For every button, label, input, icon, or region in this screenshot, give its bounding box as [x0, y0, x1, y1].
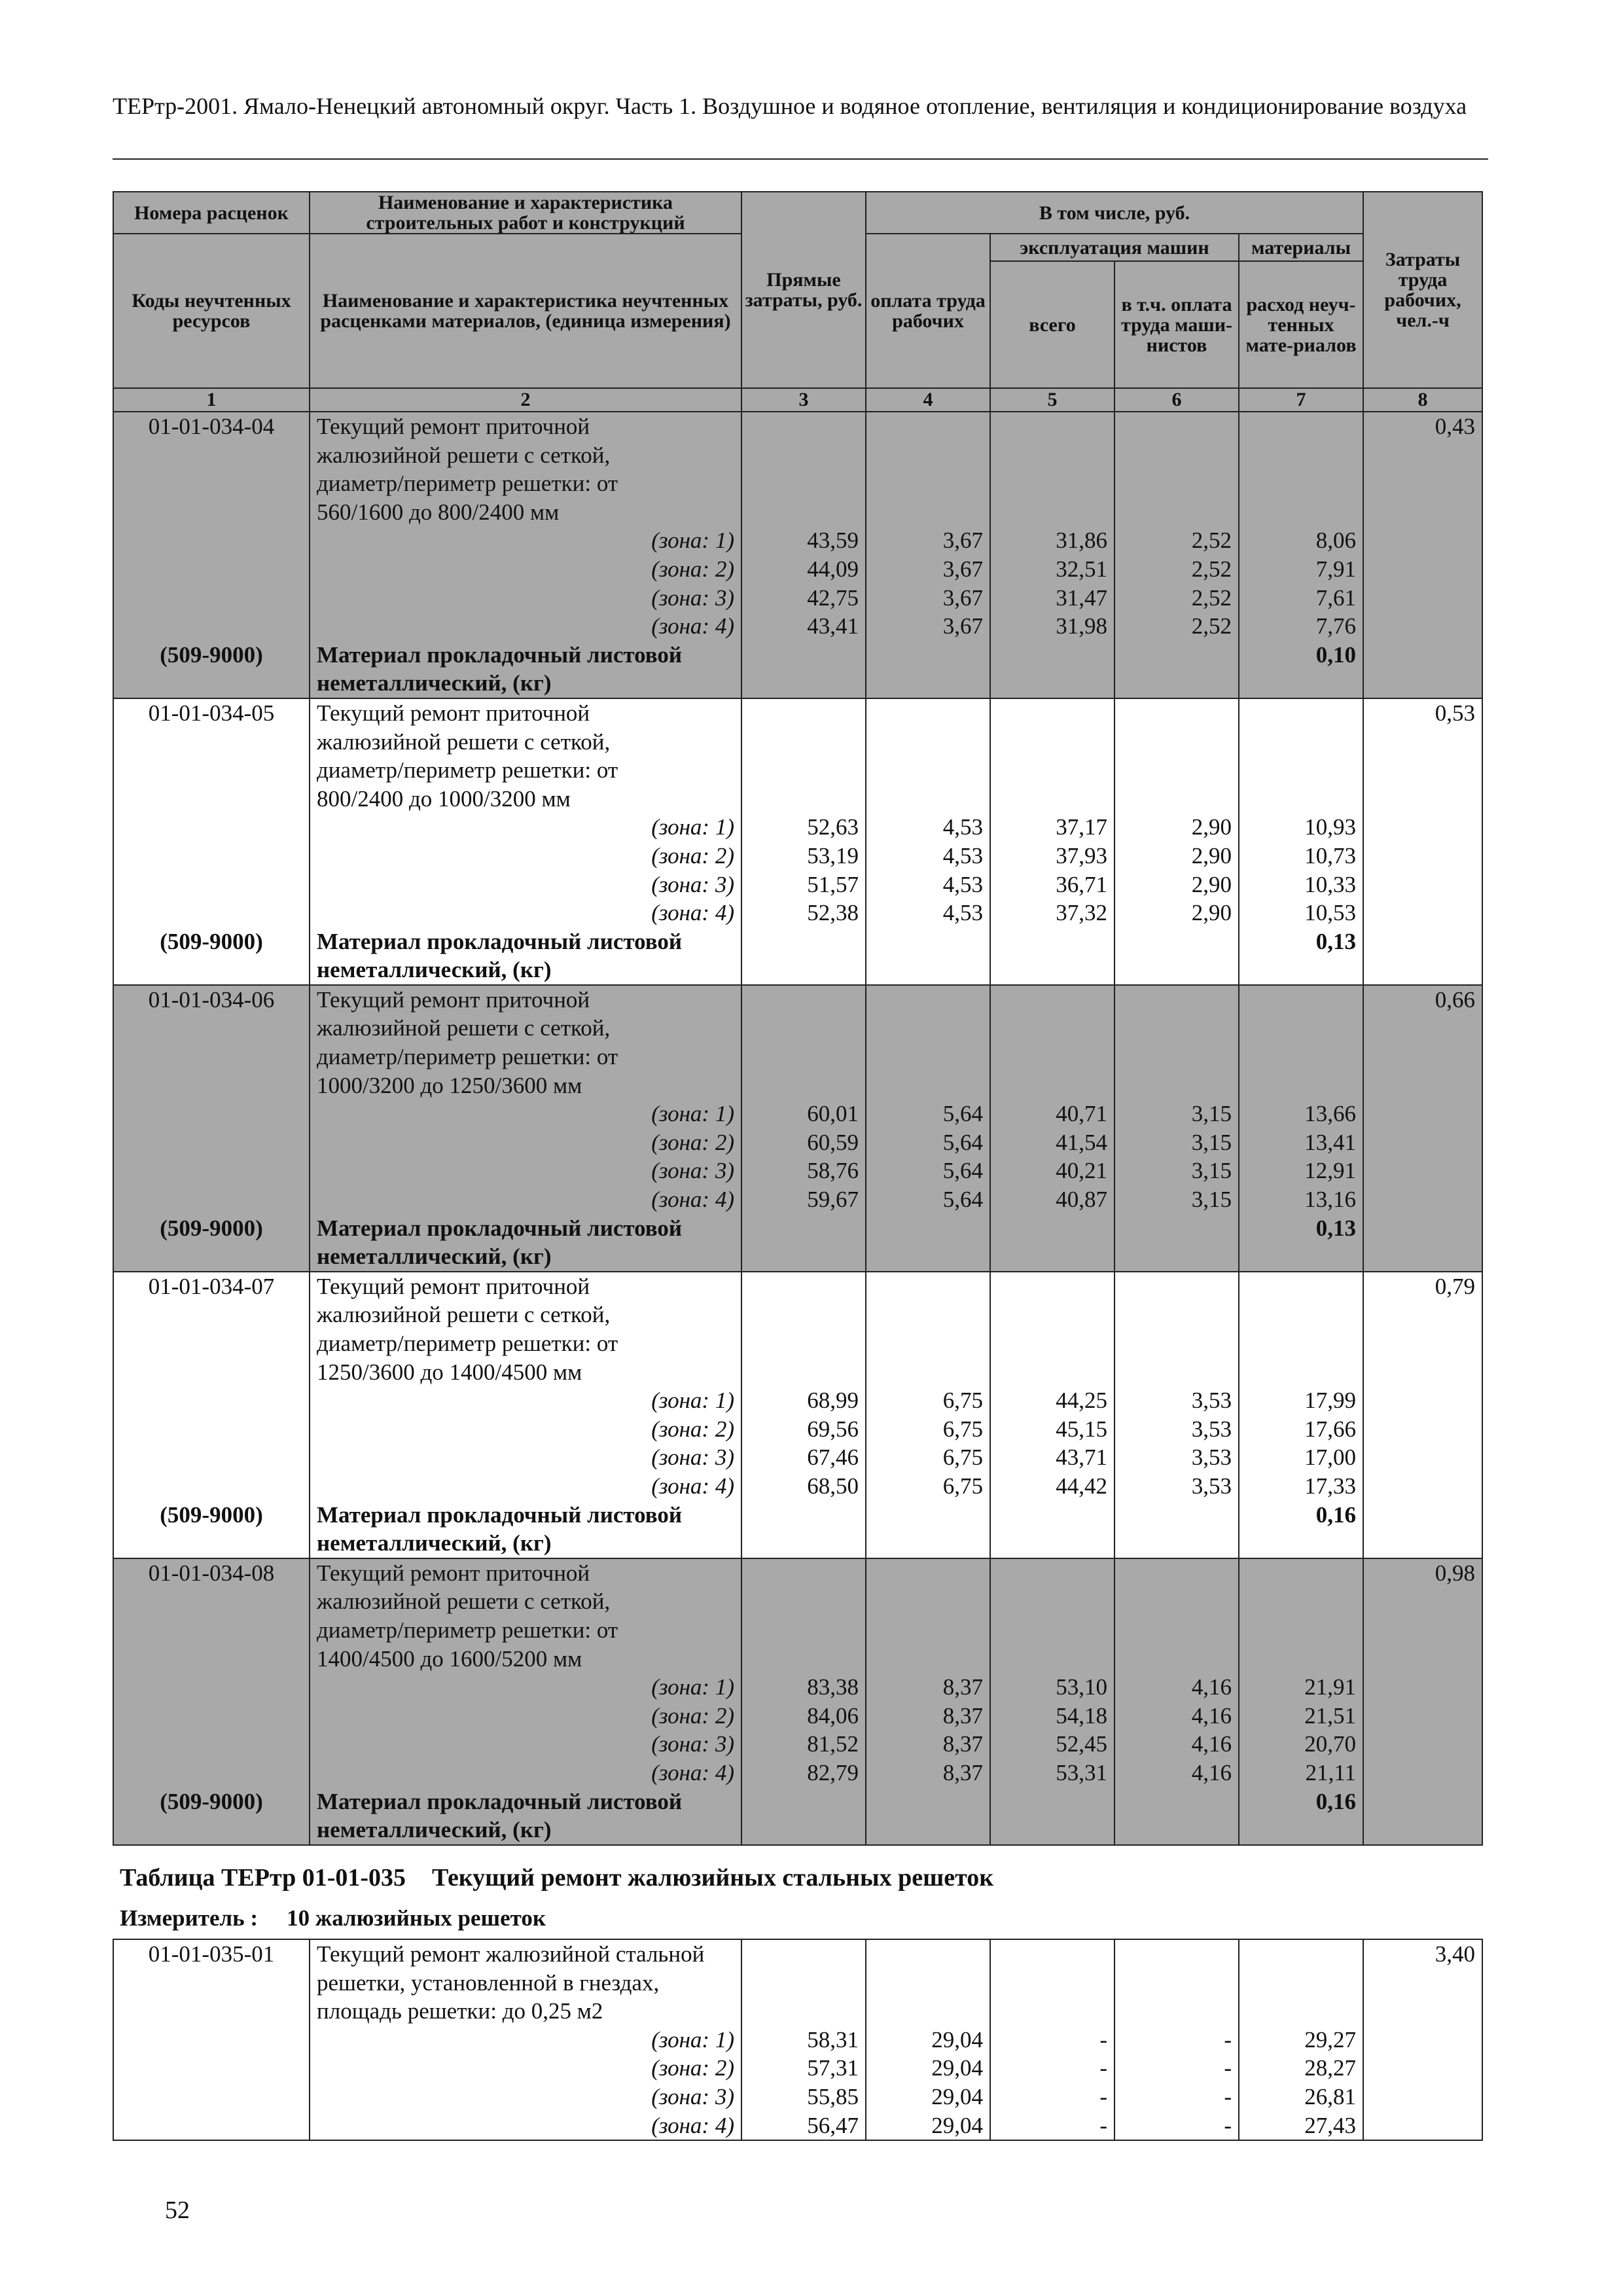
value-direct: 81,52: [807, 1731, 859, 1757]
value-direct: 69,56: [807, 1416, 859, 1442]
cell-wage: [866, 1272, 990, 1558]
zone-label: (зона: 1): [651, 2026, 734, 2053]
value-wage: 8,37: [942, 1759, 983, 1785]
value-mach-wage: -: [1224, 2055, 1232, 2081]
col-number: 4: [866, 388, 990, 412]
zone-label: (зона: 2): [651, 842, 734, 869]
zone-label: (зона: 1): [651, 528, 734, 554]
cell-labor: [1363, 1558, 1482, 1845]
rate-code: 01-01-034-05: [148, 700, 275, 726]
value-mach-wage: 3,53: [1191, 1444, 1232, 1471]
value-direct: 60,01: [807, 1101, 859, 1127]
rate-description-line: 1400/4500 до 1600/5200 мм: [317, 1645, 582, 1672]
col-number: 8: [1363, 388, 1482, 412]
col-codes-header: Номера расценок: [113, 192, 310, 234]
rate-description-line: жалюзийной решети с сеткой,: [317, 1015, 611, 1041]
cell-mach-wage: [1115, 1558, 1239, 1845]
rate-code-cell: [113, 1272, 310, 1558]
cell-materials: [1239, 1939, 1363, 2140]
value-materials: 17,99: [1304, 1388, 1357, 1414]
value-direct: 68,99: [807, 1388, 859, 1414]
value-materials: 7,91: [1315, 556, 1357, 582]
rate-description-line: 1250/3600 до 1400/4500 мм: [317, 1359, 582, 1385]
value-machines: -: [1099, 2055, 1107, 2081]
zone-label: (зона: 3): [651, 1444, 734, 1471]
value-wage: 8,37: [942, 1702, 983, 1729]
value-mach-wage: 3,53: [1191, 1388, 1232, 1414]
value-direct: 51,57: [807, 871, 859, 897]
resource-name: неметаллический, (кг): [317, 1817, 552, 1843]
value-machines: 40,21: [1056, 1158, 1107, 1184]
cell-machines: [990, 412, 1115, 698]
col-mach-wage-header: в т.ч. оплата труда маши-нистов: [1115, 261, 1239, 388]
zone-label: (зона: 4): [651, 1759, 734, 1785]
value-machines: 37,93: [1056, 842, 1107, 869]
cell-labor: [1363, 1939, 1482, 2140]
running-header: ТЕРтр-2001. Ямало-Ненецкий автономный округ. Часть 1. Воздушное и водяное отопление, вентиляция и кондиционирование воздуха: [113, 93, 1467, 119]
value-machines: 53,31: [1056, 1759, 1107, 1785]
col-number: 5: [990, 388, 1115, 412]
value-materials: 8,06: [1315, 528, 1357, 554]
value-direct: 43,59: [807, 528, 859, 554]
cell-direct: [741, 1558, 866, 1845]
rate-description-line: жалюзийной решети с сеткой,: [317, 1302, 611, 1328]
value-machines: -: [1099, 2112, 1107, 2138]
cell-mach-wage: [1115, 1939, 1239, 2140]
measure-label: Измеритель :: [120, 1905, 259, 1931]
rates-table-body: [113, 412, 1482, 1845]
rates-table: [113, 191, 1483, 1846]
rate-row: [113, 985, 1482, 1272]
col-total-header: всего: [990, 261, 1115, 388]
value-machines: 37,17: [1056, 814, 1107, 840]
value-wage: 6,75: [942, 1416, 983, 1442]
rate-code-cell: [113, 698, 310, 985]
zone-label: (зона: 2): [651, 1702, 734, 1729]
rate-row: [113, 412, 1482, 698]
value-direct: 43,41: [807, 613, 859, 639]
value-machines: 53,10: [1056, 1674, 1107, 1700]
rate-row: [113, 698, 1482, 985]
rate-description-line: диаметр/периметр решетки: от: [317, 1044, 618, 1070]
value-wage: 5,64: [942, 1101, 983, 1127]
value-mach-wage: 3,53: [1191, 1473, 1232, 1499]
value-wage: 5,64: [942, 1129, 983, 1155]
zone-label: (зона: 2): [651, 1416, 734, 1442]
cell-mach-wage: [1115, 698, 1239, 985]
value-materials: 10,73: [1304, 842, 1357, 869]
resource-name: неметаллический, (кг): [317, 957, 552, 983]
header-rule: [113, 158, 1488, 160]
col-number: 2: [310, 388, 741, 412]
rates-table-2-body: [113, 1939, 1482, 2140]
rate-description-line: 800/2400 до 1000/3200 мм: [317, 785, 571, 812]
rate-code-cell: [113, 985, 310, 1272]
value-wage: 3,67: [942, 556, 983, 582]
rate-code: 01-01-034-07: [148, 1273, 275, 1299]
value-machines: 31,98: [1056, 613, 1107, 639]
value-direct: 82,79: [807, 1759, 859, 1785]
zone-label: (зона: 3): [651, 1158, 734, 1184]
rate-name-cell: [310, 985, 741, 1272]
resource-qty: 0,13: [1315, 1215, 1357, 1241]
value-mach-wage: 2,90: [1191, 814, 1232, 840]
zone-label: (зона: 3): [651, 1731, 734, 1757]
cell-materials: [1239, 412, 1363, 698]
col-number: 6: [1115, 388, 1239, 412]
value-machines: 44,25: [1056, 1388, 1107, 1414]
rate-description-line: жалюзийной решети с сеткой,: [317, 728, 611, 755]
zone-label: (зона: 4): [651, 1473, 734, 1499]
rate-description-line: диаметр/периметр решетки: от: [317, 1331, 618, 1356]
value-mach-wage: 3,15: [1191, 1129, 1232, 1155]
cell-materials: [1239, 985, 1363, 1272]
value-materials: 17,00: [1304, 1444, 1357, 1471]
resource-code: (509-9000): [160, 928, 263, 954]
cell-direct: [741, 1272, 866, 1558]
col-codes-sub-header: Коды неучтенных ресурсов: [113, 234, 310, 388]
zone-label: (зона: 4): [651, 900, 734, 926]
value-direct: 60,59: [807, 1129, 859, 1155]
value-direct: 52,38: [807, 900, 859, 926]
resource-name: Материал прокладочный листовой: [317, 928, 683, 954]
rate-description-line: Текущий ремонт приточной: [317, 1273, 590, 1299]
value-materials: 29,27: [1304, 2026, 1356, 2053]
cell-wage: [866, 698, 990, 985]
value-materials: 21,51: [1304, 1702, 1357, 1729]
cell-mach-wage: [1115, 985, 1239, 1272]
value-materials: 7,61: [1315, 584, 1357, 611]
col-incl-header: В том числе, руб.: [866, 192, 1363, 234]
value-mach-wage: 3,15: [1191, 1158, 1232, 1184]
value-direct: 53,19: [807, 842, 859, 869]
resource-name: Материал прокладочный листовой: [317, 1501, 683, 1528]
rate-description-line: Текущий ремонт приточной: [317, 700, 590, 726]
cell-machines: [990, 1558, 1115, 1845]
value-mach-wage: 4,16: [1191, 1674, 1232, 1700]
value-direct: 59,67: [807, 1187, 859, 1213]
value-wage: 8,37: [942, 1731, 983, 1757]
rate-description-line: диаметр/периметр решетки: от: [317, 757, 618, 783]
value-direct: 68,50: [807, 1473, 859, 1499]
resource-qty: 0,16: [1315, 1501, 1357, 1528]
rate-code: 01-01-034-06: [148, 986, 275, 1013]
resource-name: Материал прокладочный листовой: [317, 1788, 683, 1814]
cell-materials: [1239, 1272, 1363, 1558]
col-wage-header: оплата труда рабочих: [866, 234, 990, 388]
value-machines: 40,87: [1056, 1187, 1107, 1213]
rate-row: [113, 1939, 1482, 2140]
value-direct: 67,46: [807, 1444, 859, 1471]
value-direct: 56,47: [807, 2112, 859, 2138]
cell-labor: [1363, 1272, 1482, 1558]
value-machines: -: [1099, 2026, 1107, 2053]
cell-materials: [1239, 698, 1363, 985]
rate-name-cell: [310, 1272, 741, 1558]
zone-label: (зона: 2): [651, 2055, 734, 2081]
cell-machines: [990, 1272, 1115, 1558]
measure-value: 10 жалюзийных решеток: [287, 1905, 546, 1931]
rate-description-line: жалюзийной решети с сеткой,: [317, 1588, 611, 1615]
labor-value: 0,66: [1435, 986, 1476, 1013]
value-machines: 31,86: [1056, 528, 1107, 554]
value-wage: 3,67: [942, 613, 983, 639]
value-wage: 4,53: [942, 842, 983, 869]
rate-description-line: Текущий ремонт жалюзийной стальной: [317, 1941, 705, 1967]
value-materials: 12,91: [1304, 1158, 1357, 1184]
value-materials: 20,70: [1304, 1731, 1357, 1757]
col-number: 3: [741, 388, 866, 412]
value-wage: 29,04: [931, 2055, 983, 2081]
cell-machines: [990, 1939, 1115, 2140]
rate-row: [113, 1558, 1482, 1845]
resource-code: (509-9000): [160, 1501, 263, 1528]
cell-wage: [866, 985, 990, 1272]
value-machines: 37,32: [1056, 900, 1107, 926]
value-mach-wage: 2,90: [1191, 842, 1232, 869]
cell-wage: [866, 412, 990, 698]
value-mach-wage: -: [1224, 2026, 1232, 2053]
zone-label: (зона: 3): [651, 871, 734, 897]
value-mach-wage: 2,90: [1191, 900, 1232, 926]
value-materials: 13,66: [1304, 1101, 1357, 1127]
value-direct: 55,85: [807, 2083, 859, 2109]
cell-wage: [866, 1939, 990, 2140]
resource-code: (509-9000): [160, 1215, 263, 1241]
value-wage: 29,04: [931, 2026, 983, 2053]
resource-qty: 0,16: [1315, 1788, 1357, 1814]
value-materials: 10,33: [1304, 871, 1357, 897]
value-machines: 40,71: [1056, 1101, 1107, 1127]
zone-label: (зона: 1): [651, 1674, 734, 1700]
zone-label: (зона: 3): [651, 2083, 734, 2109]
value-materials: 21,11: [1305, 1759, 1357, 1785]
resource-qty: 0,13: [1315, 928, 1357, 954]
resource-code: (509-9000): [160, 641, 263, 668]
labor-value: 0,98: [1435, 1560, 1476, 1586]
value-wage: 3,67: [942, 584, 983, 611]
value-materials: 13,41: [1304, 1129, 1357, 1155]
value-wage: 5,64: [942, 1158, 983, 1184]
value-wage: 6,75: [942, 1388, 983, 1414]
value-mach-wage: 2,52: [1191, 528, 1232, 554]
rate-code-cell: [113, 1558, 310, 1845]
zone-label: (зона: 4): [651, 613, 734, 639]
cell-direct: [741, 1939, 866, 2140]
value-machines: -: [1099, 2083, 1107, 2109]
value-machines: 52,45: [1056, 1731, 1107, 1757]
rate-description-line: 1000/3200 до 1250/3600 мм: [317, 1072, 582, 1098]
rate-code: 01-01-034-04: [148, 414, 275, 439]
rate-code-cell: [113, 1939, 310, 2140]
rate-description-line: Текущий ремонт приточной: [317, 1560, 590, 1586]
table-caption: [120, 1863, 993, 1892]
value-machines: 32,51: [1056, 556, 1107, 582]
value-mach-wage: 2,52: [1191, 584, 1232, 611]
rate-description-line: Текущий ремонт приточной: [317, 986, 590, 1013]
value-materials: 28,27: [1304, 2055, 1356, 2081]
value-wage: 3,67: [942, 528, 983, 554]
value-materials: 17,66: [1304, 1416, 1357, 1442]
value-mach-wage: 3,15: [1191, 1187, 1232, 1213]
rates-table-2: [113, 1939, 1483, 2141]
col-direct-header: Прямые затраты, руб.: [741, 192, 866, 388]
value-materials: 17,33: [1304, 1473, 1357, 1499]
rate-description-line: Текущий ремонт приточной: [317, 414, 590, 439]
cell-materials: [1239, 1558, 1363, 1845]
cell-labor: [1363, 698, 1482, 985]
col-number: 7: [1239, 388, 1363, 412]
value-mach-wage: 4,16: [1191, 1759, 1232, 1785]
rate-name-cell: [310, 1939, 741, 2140]
rate-description-line: 560/1600 до 800/2400 мм: [317, 499, 560, 525]
rate-code: 01-01-034-08: [148, 1560, 275, 1586]
rate-name-cell: [310, 1558, 741, 1845]
value-mach-wage: 4,16: [1191, 1731, 1232, 1757]
value-wage: 5,64: [942, 1187, 983, 1213]
value-materials: 27,43: [1304, 2112, 1356, 2138]
resource-qty: 0,10: [1315, 641, 1357, 668]
value-direct: 52,63: [807, 814, 859, 840]
value-mach-wage: 2,52: [1191, 556, 1232, 582]
value-direct: 58,76: [807, 1158, 859, 1184]
rate-code-cell: [113, 412, 310, 698]
zone-label: (зона: 1): [651, 814, 734, 840]
col-labor-header: Затраты труда рабочих, чел.-ч: [1363, 192, 1482, 388]
rate-code: 01-01-035-01: [148, 1941, 275, 1967]
value-materials: 7,76: [1315, 613, 1357, 639]
col-machines-header: эксплуатация машин: [990, 234, 1239, 261]
rate-description-line: диаметр/периметр решетки: от: [317, 1617, 618, 1643]
value-direct: 58,31: [807, 2026, 859, 2053]
labor-value: 0,43: [1435, 414, 1476, 439]
value-mach-wage: 2,90: [1191, 871, 1232, 897]
value-wage: 29,04: [931, 2083, 983, 2109]
zone-label: (зона: 4): [651, 1187, 734, 1213]
value-machines: 36,71: [1056, 871, 1107, 897]
col-name-sub-header: Наименование и характеристика неучтенных расценками материалов, (единица измерения): [310, 234, 741, 388]
resource-name: неметаллический, (кг): [317, 1244, 552, 1270]
value-mach-wage: -: [1224, 2083, 1232, 2109]
cell-direct: [741, 412, 866, 698]
value-materials: 21,91: [1304, 1674, 1357, 1700]
value-machines: 54,18: [1056, 1702, 1107, 1729]
resource-name: неметаллический, (кг): [317, 1530, 552, 1556]
cell-labor: [1363, 412, 1482, 698]
cell-mach-wage: [1115, 412, 1239, 698]
value-direct: 42,75: [807, 584, 859, 611]
rate-name-cell: [310, 698, 741, 985]
cell-direct: [741, 698, 866, 985]
col-name-header: Наименование и характеристика строительных работ и конструкций: [310, 192, 741, 234]
measure-line: [120, 1905, 546, 1931]
cell-mach-wage: [1115, 1272, 1239, 1558]
resource-name: Материал прокладочный листовой: [317, 641, 683, 668]
value-wage: 4,53: [942, 900, 983, 926]
value-mach-wage: -: [1224, 2112, 1232, 2138]
rate-description-line: площадь решетки: до 0,25 м2: [317, 1998, 603, 2024]
col-consumption-header: расход неуч-тенных мате-риалов: [1239, 261, 1363, 388]
value-wage: 6,75: [942, 1444, 983, 1471]
zone-label: (зона: 4): [651, 2112, 734, 2138]
resource-name: Материал прокладочный листовой: [317, 1215, 683, 1241]
value-direct: 83,38: [807, 1674, 859, 1700]
value-mach-wage: 3,15: [1191, 1101, 1232, 1127]
rate-name-cell: [310, 412, 741, 698]
labor-value: 3,40: [1435, 1941, 1475, 1967]
table-caption-code: Таблица ТЕРтр 01-01-035: [120, 1864, 406, 1892]
cell-labor: [1363, 985, 1482, 1272]
value-wage: 4,53: [942, 871, 983, 897]
value-direct: 57,31: [807, 2055, 859, 2081]
table-caption-title: Текущий ремонт жалюзийных стальных решеток: [432, 1864, 994, 1892]
value-materials: 10,53: [1304, 900, 1357, 926]
value-wage: 6,75: [942, 1473, 983, 1499]
value-direct: 84,06: [807, 1702, 859, 1729]
value-materials: 10,93: [1304, 814, 1357, 840]
value-machines: 31,47: [1056, 584, 1107, 611]
cell-direct: [741, 985, 866, 1272]
value-mach-wage: 4,16: [1191, 1702, 1232, 1729]
value-direct: 44,09: [807, 556, 859, 582]
resource-code: (509-9000): [160, 1788, 263, 1814]
cell-machines: [990, 698, 1115, 985]
labor-value: 0,53: [1435, 700, 1476, 726]
value-mach-wage: 3,53: [1191, 1416, 1232, 1442]
value-wage: 4,53: [942, 814, 983, 840]
zone-label: (зона: 2): [651, 556, 734, 582]
zone-label: (зона: 1): [651, 1101, 734, 1127]
value-machines: 43,71: [1056, 1444, 1107, 1471]
rate-description-line: жалюзийной решети с сеткой,: [317, 442, 611, 468]
value-wage: 29,04: [931, 2112, 983, 2138]
value-mach-wage: 2,52: [1191, 613, 1232, 639]
zone-label: (зона: 1): [651, 1388, 734, 1414]
rate-description-line: решетки, установленной в гнездах,: [317, 1969, 660, 1996]
value-machines: 44,42: [1056, 1473, 1107, 1499]
col-number: 1: [113, 388, 310, 412]
value-wage: 8,37: [942, 1674, 983, 1700]
value-materials: 13,16: [1304, 1187, 1357, 1213]
page-number: 52: [165, 2197, 190, 2224]
value-machines: 45,15: [1056, 1416, 1107, 1442]
cell-machines: [990, 985, 1115, 1272]
labor-value: 0,79: [1435, 1273, 1476, 1299]
cell-wage: [866, 1558, 990, 1845]
zone-label: (зона: 3): [651, 584, 734, 611]
resource-name: неметаллический, (кг): [317, 670, 552, 696]
rate-row: [113, 1272, 1482, 1558]
rate-description-line: диаметр/периметр решетки: от: [317, 471, 618, 497]
col-materials-header: материалы: [1239, 234, 1363, 261]
zone-label: (зона: 2): [651, 1129, 734, 1155]
value-machines: 41,54: [1056, 1129, 1107, 1155]
value-materials: 26,81: [1304, 2083, 1356, 2109]
